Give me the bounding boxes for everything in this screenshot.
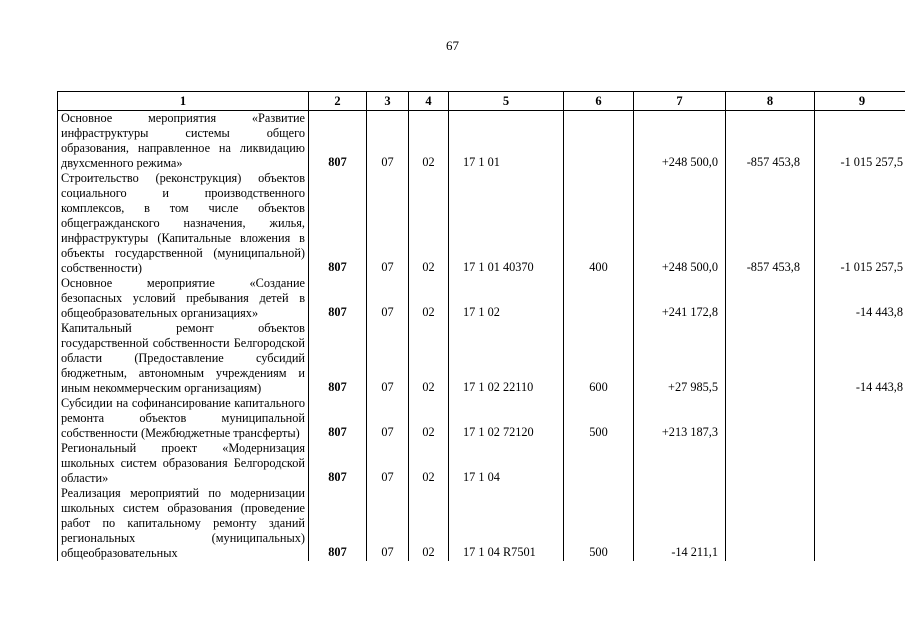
ministry-code: 807: [309, 441, 367, 486]
table-row: [58, 486, 905, 561]
subsection-code: 02: [409, 486, 449, 561]
row-name: Основное мероприятия «Развитие инфраструктуры системы общего образования, направленное на ликвидацию двухсменного режима»: [58, 111, 309, 172]
col-header: 6: [564, 92, 634, 111]
expense-type: 500: [564, 396, 634, 441]
section-code: 07: [367, 396, 409, 441]
table-row: [58, 111, 905, 172]
expense-type: [564, 441, 634, 486]
amount-col7: +27 985,5: [634, 321, 726, 396]
section-code: 07: [367, 441, 409, 486]
page-number: 67: [446, 38, 459, 53]
amount-col7: +248 500,0: [634, 111, 726, 172]
col-header: 9: [815, 92, 905, 111]
col-header: 2: [309, 92, 367, 111]
amount-col8: [726, 396, 815, 441]
table-row: [58, 396, 905, 441]
target-article: 17 1 02: [449, 276, 564, 321]
expense-type: [564, 111, 634, 172]
target-article: 17 1 02 22110: [449, 321, 564, 396]
target-article: 17 1 04: [449, 441, 564, 486]
ministry-code: 807: [309, 276, 367, 321]
amount-col8: [726, 441, 815, 486]
section-code: 07: [367, 276, 409, 321]
amount-col7: [634, 441, 726, 486]
amount-col8: [726, 276, 815, 321]
row-name: Основное мероприятие «Создание безопасных условий пребывания детей в общеобразовательных организациях»: [58, 276, 309, 321]
row-name: Региональный проект «Модернизация школьных систем образования Белгородской области»: [58, 441, 309, 486]
row-name: Субсидии на софинансирование капитального ремонта объектов муниципальной собственности (Межбюджетные трансферты): [58, 396, 309, 441]
subsection-code: 02: [409, 396, 449, 441]
col-header: 4: [409, 92, 449, 111]
ministry-code: 807: [309, 171, 367, 276]
section-code: 07: [367, 321, 409, 396]
subsection-code: 02: [409, 441, 449, 486]
expense-type: 600: [564, 321, 634, 396]
target-article: 17 1 01 40370: [449, 171, 564, 276]
col-header: 8: [726, 92, 815, 111]
table-row: [58, 276, 905, 321]
amount-col8: [726, 486, 815, 561]
ministry-code: 807: [309, 321, 367, 396]
row-name: Капитальный ремонт объектов государственной собственности Белгородской области (Предоставление субсидий бюджетным, автономным учреждениям и иным некоммерческим организациям): [58, 321, 309, 396]
subsection-code: 02: [409, 171, 449, 276]
amount-col9: [815, 396, 905, 441]
ministry-code: 807: [309, 111, 367, 172]
col-header: 3: [367, 92, 409, 111]
subsection-code: 02: [409, 111, 449, 172]
col-header: 7: [634, 92, 726, 111]
table-row: [58, 171, 905, 276]
section-code: 07: [367, 486, 409, 561]
table-row: [58, 441, 905, 486]
section-code: 07: [367, 171, 409, 276]
table-row: [58, 321, 905, 396]
ministry-code: 807: [309, 396, 367, 441]
budget-table: [57, 91, 905, 561]
expense-type: [564, 276, 634, 321]
section-code: 07: [367, 111, 409, 172]
subsection-code: 02: [409, 321, 449, 396]
subsection-code: 02: [409, 276, 449, 321]
amount-col9: -14 443,8: [815, 321, 905, 396]
row-name: Строительство (реконструкция) объектов социального и производственного комплексов, в том числе объектов общегражданского назначения, жилья, инфраструктуры (Капитальные вложения в объекты государственной (муниципальной) собственности): [58, 171, 309, 276]
row-name: Реализация мероприятий по модернизации школьных систем образования (проведение работ по капитальному ремонту зданий региональных (муниципальных) общеобразовательных: [58, 486, 309, 561]
amount-col7: +213 187,3: [634, 396, 726, 441]
col-header: 1: [58, 92, 309, 111]
target-article: 17 1 01: [449, 111, 564, 172]
amount-col7: +241 172,8: [634, 276, 726, 321]
amount-col9: [815, 441, 905, 486]
header-row: [58, 92, 905, 111]
ministry-code: 807: [309, 486, 367, 561]
col-header: 5: [449, 92, 564, 111]
expense-type: 400: [564, 171, 634, 276]
amount-col9: -1 015 257,5: [815, 111, 905, 172]
expense-type: 500: [564, 486, 634, 561]
amount-col7: -14 211,1: [634, 486, 726, 561]
target-article: 17 1 04 R7501: [449, 486, 564, 561]
amount-col7: +248 500,0: [634, 171, 726, 276]
amount-col8: [726, 321, 815, 396]
amount-col8: -857 453,8: [726, 171, 815, 276]
amount-col8: -857 453,8: [726, 111, 815, 172]
amount-col9: -1 015 257,5: [815, 171, 905, 276]
amount-col9: -14 443,8: [815, 276, 905, 321]
target-article: 17 1 02 72120: [449, 396, 564, 441]
amount-col9: [815, 486, 905, 561]
